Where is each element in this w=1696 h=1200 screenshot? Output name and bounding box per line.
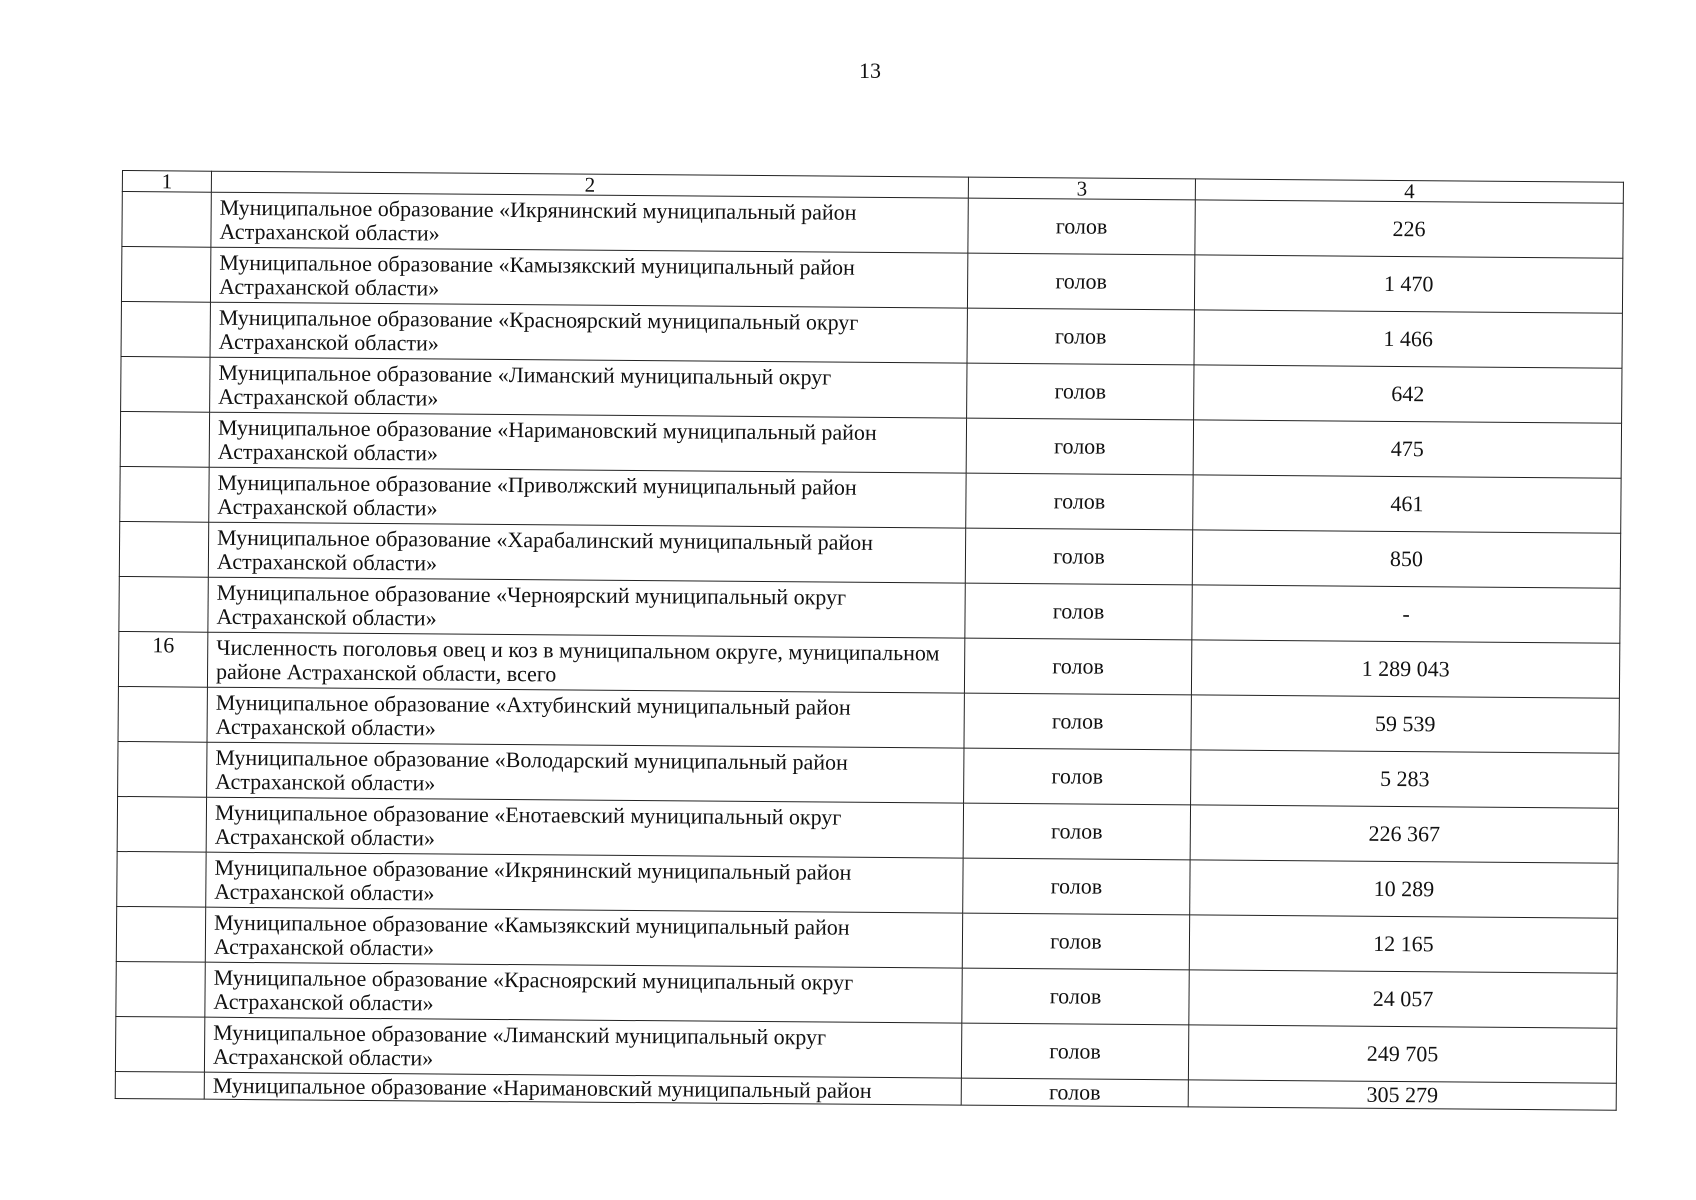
row-name: Муниципальное образование «Камызякский муниципальный район Астраханской области» bbox=[210, 247, 967, 308]
row-value: - bbox=[1192, 585, 1620, 643]
row-value: 10 289 bbox=[1190, 860, 1618, 918]
row-unit: голов bbox=[962, 968, 1189, 1025]
row-value: 461 bbox=[1193, 475, 1621, 533]
header-col-4: 4 bbox=[1195, 179, 1623, 203]
row-number bbox=[122, 192, 211, 248]
row-number bbox=[116, 961, 205, 1017]
row-unit: голов bbox=[961, 1078, 1188, 1107]
header-col-2: 2 bbox=[211, 171, 968, 198]
row-name: Муниципальное образование «Икрянинский муниципальный район Астраханской области» bbox=[211, 192, 968, 253]
row-name: Численность поголовья овец и коз в муниципальном округе, муниципальном районе Астраханской области, всего bbox=[207, 632, 964, 693]
row-name: Муниципальное образование «Икрянинский муниципальный район Астраханской области» bbox=[206, 852, 963, 913]
row-number bbox=[117, 796, 206, 852]
row-number bbox=[119, 521, 208, 577]
row-value: 475 bbox=[1193, 420, 1621, 478]
row-number bbox=[118, 741, 207, 797]
row-name: Муниципальное образование «Красноярский муниципальный округ Астраханской области» bbox=[210, 302, 967, 363]
row-value: 226 367 bbox=[1190, 805, 1618, 863]
row-name: Муниципальное образование «Приволжский муниципальный район Астраханской области» bbox=[209, 467, 966, 528]
row-unit: голов bbox=[964, 748, 1191, 805]
row-number bbox=[118, 686, 207, 742]
row-name: Муниципальное образование «Черноярский муниципальный округ Астраханской области» bbox=[208, 577, 965, 638]
header-col-3: 3 bbox=[968, 177, 1195, 200]
row-number: 16 bbox=[118, 631, 207, 687]
page-number: 13 bbox=[859, 58, 881, 83]
row-number bbox=[115, 1016, 204, 1072]
row-name: Муниципальное образование «Наримановский муниципальный район bbox=[204, 1072, 961, 1105]
row-number bbox=[115, 1071, 204, 1099]
data-table bbox=[115, 170, 1624, 1111]
row-number bbox=[117, 851, 206, 907]
row-name: Муниципальное образование «Володарский муниципальный район Астраханской области» bbox=[207, 742, 964, 803]
row-unit: голов bbox=[968, 198, 1195, 255]
row-value: 1 289 043 bbox=[1191, 640, 1619, 698]
row-value: 226 bbox=[1195, 200, 1623, 258]
row-name: Муниципальное образование «Харабалинский муниципальный район Астраханской области» bbox=[208, 522, 965, 583]
row-name: Муниципальное образование «Лиманский муниципальный округ Астраханской области» bbox=[204, 1017, 961, 1078]
row-name: Муниципальное образование «Красноярский муниципальный округ Астраханской области» bbox=[205, 962, 962, 1023]
row-unit: голов bbox=[963, 803, 1190, 860]
row-unit: голов bbox=[965, 583, 1192, 640]
row-value: 24 057 bbox=[1189, 970, 1617, 1028]
row-number bbox=[121, 301, 210, 357]
row-unit: голов bbox=[966, 473, 1193, 530]
row-number bbox=[116, 906, 205, 962]
row-value: 305 279 bbox=[1188, 1080, 1616, 1110]
row-number bbox=[121, 356, 210, 412]
row-unit: голов bbox=[964, 693, 1191, 750]
row-name: Муниципальное образование «Енотаевский муниципальный округ Астраханской области» bbox=[206, 797, 963, 858]
row-name: Муниципальное образование «Ахтубинский муниципальный район Астраханской области» bbox=[207, 687, 964, 748]
row-number bbox=[121, 247, 210, 303]
row-value: 1 466 bbox=[1194, 310, 1622, 368]
row-value: 5 283 bbox=[1191, 750, 1619, 808]
header-col-1: 1 bbox=[122, 171, 211, 193]
row-value: 850 bbox=[1192, 530, 1620, 588]
row-number bbox=[119, 576, 208, 632]
row-unit: голов bbox=[964, 638, 1191, 695]
row-unit: голов bbox=[967, 308, 1194, 365]
row-number bbox=[120, 411, 209, 467]
row-unit: голов bbox=[961, 1023, 1188, 1080]
row-value: 59 539 bbox=[1191, 695, 1619, 753]
row-name: Муниципальное образование «Наримановский муниципальный район Астраханской области» bbox=[209, 412, 966, 473]
row-unit: голов bbox=[967, 253, 1194, 310]
row-unit: голов bbox=[967, 363, 1194, 420]
row-number bbox=[120, 466, 209, 522]
row-name: Муниципальное образование «Камызякский муниципальный район Астраханской области» bbox=[205, 907, 962, 968]
row-unit: голов bbox=[966, 418, 1193, 475]
row-value: 1 470 bbox=[1194, 255, 1622, 313]
row-value: 249 705 bbox=[1188, 1025, 1616, 1083]
row-value: 642 bbox=[1194, 365, 1622, 423]
row-unit: голов bbox=[965, 528, 1192, 585]
table-body bbox=[115, 171, 1623, 1111]
row-name: Муниципальное образование «Лиманский муниципальный округ Астраханской области» bbox=[210, 357, 967, 418]
row-unit: голов bbox=[962, 913, 1189, 970]
row-unit: голов bbox=[963, 858, 1190, 915]
row-value: 12 165 bbox=[1189, 915, 1617, 973]
